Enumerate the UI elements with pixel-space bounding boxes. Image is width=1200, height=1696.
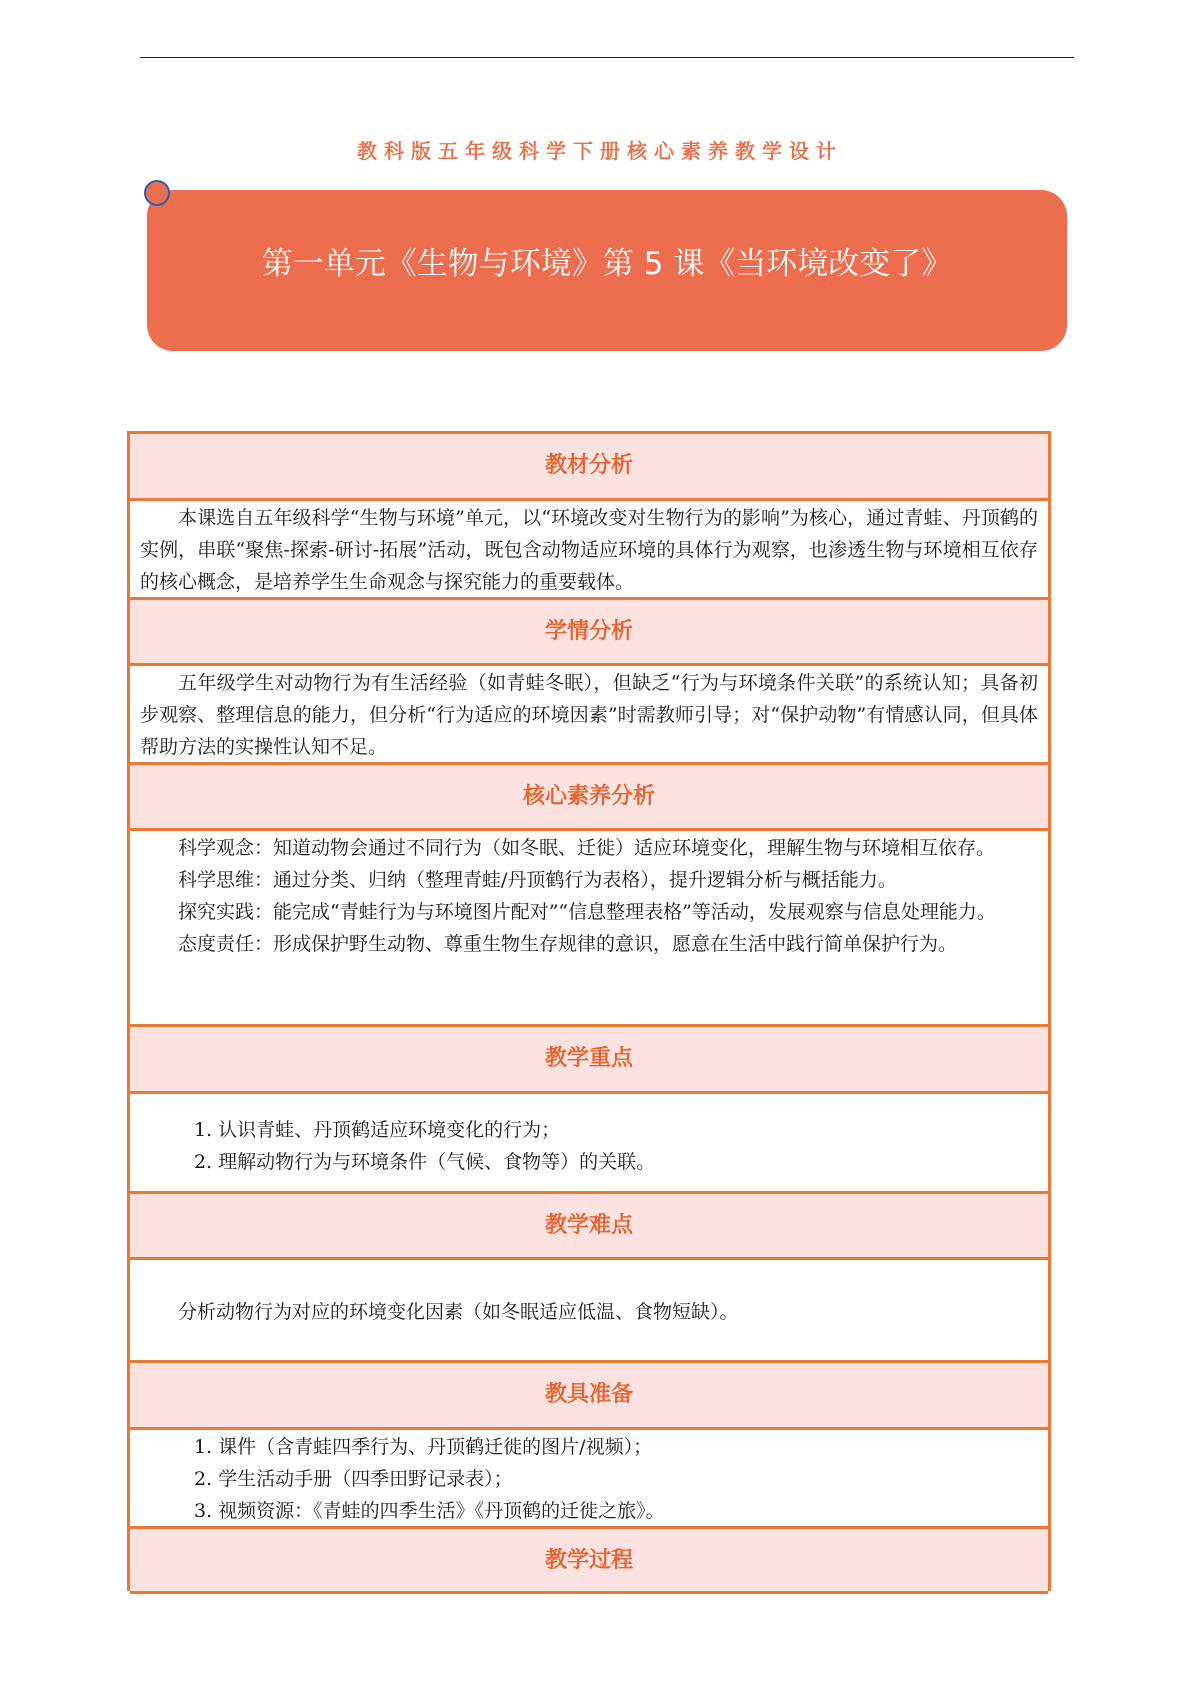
section-heading: 核心素养分析 [522,784,655,809]
paragraph: 五年级学生对动物行为有生活经验（如青蛙冬眠），但缺乏“行为与环境条件关联”的系统认知；具备初步观察、整理信息的能力，但分析“行为适应的环境因素”时需教师引导；对“保护动物”有情感认同，但具体帮助方法的实操性认知不足。 [140,672,1038,758]
banner-dot-ornament [144,180,170,206]
section-body-students [130,663,1048,762]
lesson-title-banner [147,190,1067,351]
section-header-literacy [130,762,1048,828]
list-item: 1. 认识青蛙、丹顶鹤适应环境变化的行为； [194,1119,561,1141]
section-heading: 教具准备 [544,1382,633,1407]
section-heading: 学情分析 [544,619,633,644]
header-rule [140,57,1074,58]
section-header-difficulty [130,1191,1048,1257]
paragraph: 探究实践：能完成“青蛙行为与环境图片配对”“信息整理表格”等活动，发展观察与信息处理能力。 [178,901,996,923]
section-body-materials [130,1427,1048,1526]
lesson-title: 第一单元《生物与环境》第 5 课《当环境改变了》 [261,246,953,282]
series-title: 教科版五年级科学下册核心素养教学设计 [357,139,843,163]
section-body-textbook [130,498,1048,597]
lesson-plan-table [127,431,1051,1591]
paragraph: 分析动物行为对应的环境变化因素（如冬眠适应低温、食物短缺）。 [178,1301,739,1323]
section-header-keypoints [130,1024,1048,1091]
paragraph: 科学观念：知道动物会通过不同行为（如冬眠、迁徙）适应环境变化，理解生物与环境相互依存。 [178,837,996,859]
paragraph: 科学思维：通过分类、归纳（整理青蛙/丹顶鹤行为表格），提升逻辑分析与概括能力。 [178,869,897,891]
list-item: 2. 理解动物行为与环境条件（气候、食物等）的关联。 [194,1151,656,1173]
section-body-difficulty [130,1257,1048,1360]
section-header-students [130,597,1048,663]
section-header-materials [130,1360,1048,1427]
list-item: 2. 学生活动手册（四季田野记录表）； [194,1468,513,1490]
section-heading: 教材分析 [544,453,633,478]
table-bottom-border [130,1591,1048,1594]
list-item: 1. 课件（含青蛙四季行为、丹顶鹤迁徙的图片/视频）； [194,1436,653,1458]
list-item: 3. 视频资源：《青蛙的四季生活》《丹顶鹤的迁徙之旅》。 [194,1500,665,1522]
section-heading: 教学重点 [544,1046,633,1071]
section-body-keypoints [130,1091,1048,1191]
section-header-textbook [130,431,1048,498]
section-body-literacy [130,828,1048,1024]
section-heading: 教学难点 [544,1213,633,1238]
section-header-process [130,1526,1048,1591]
paragraph: 本课选自五年级科学“生物与环境”单元，以“环境改变对生物行为的影响”为核心，通过青蛙、丹顶鹤的实例，串联“聚焦-探索-研讨-拓展”活动，既包含动物适应环境的具体行为观察，也渗透生物与环境相互依存的核心概念，是培养学生生命观念与探究能力的重要载体。 [140,507,1038,593]
section-heading: 教学过程 [544,1548,633,1573]
paragraph: 态度责任：形成保护野生动物、尊重生物生存规律的意识，愿意在生活中践行简单保护行为。 [178,933,958,955]
